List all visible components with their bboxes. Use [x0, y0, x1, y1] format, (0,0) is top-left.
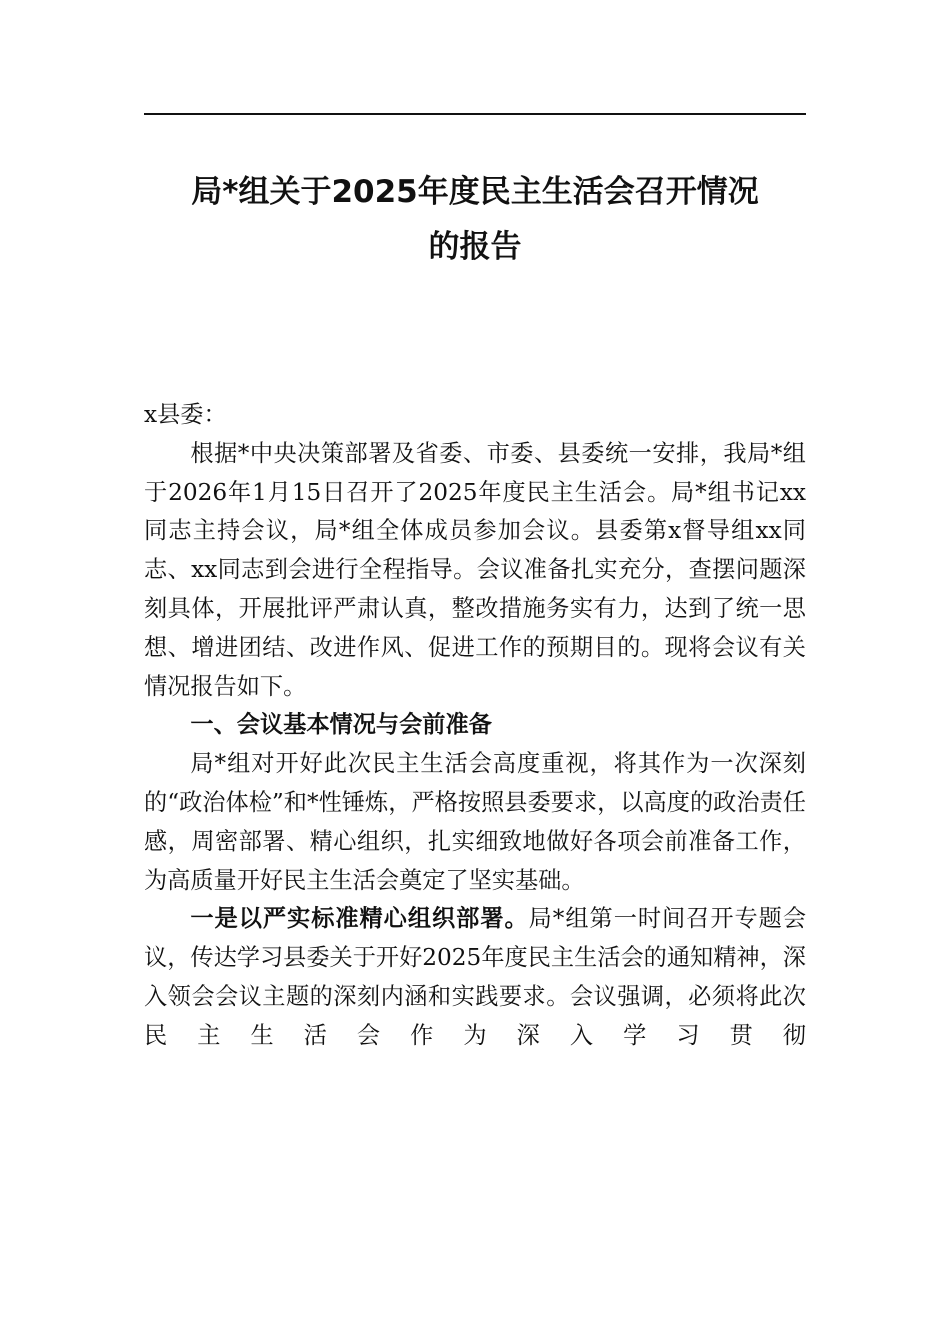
title-line-2: 的报告 — [428, 229, 522, 265]
header-rule — [144, 113, 806, 115]
section-1-paragraph: 局*组对开好此次民主生活会高度重视，将其作为一次深刻的“政治体检”和*性锤炼，严格按照县委要求，以高度的政治责任感，周密部署、精心组织，扎实细致地做好各项会前准备工作，为高质量开好民主生活会奠定了坚实基础。 — [144, 750, 806, 894]
intro-paragraph: 根据*中央决策部署及省委、市委、县委统一安排，我局*组于2026年1月15日召开了2025年度民主生活会。局*组书记xx同志主持会议，局*组全体成员参加会议。县委第x督导组xx同志、xx同志到会进行全程指导。会议准备扎实充分，查摆问题深刻具体，开展批评严肃认真，整改措施务实有力，达到了统一思想、增进团结、改进作风、促进工作的预期目的。现将会议有关情况报告如下。 — [144, 439, 806, 700]
point-1-lead: 一是以严实标准精心组织部署。 — [190, 905, 529, 933]
document-title — [144, 165, 806, 275]
document-body — [144, 396, 806, 1056]
section-heading-1: 一、会议基本情况与会前准备 — [190, 711, 492, 739]
salutation: x县委： — [144, 401, 227, 428]
point-1-text: 局*组第一时间召开专题会议，传达学习县委关于开好2025年度民主生活会的通知精神，深入领会会议主题的深刻内涵和实践要求。会议强调，必须将此次民主生活会作为深入学习贯彻 — [144, 905, 807, 1049]
title-line-1: 局*组关于2025年度民主生活会召开情况 — [191, 174, 759, 210]
point-1-paragraph — [144, 900, 806, 1055]
